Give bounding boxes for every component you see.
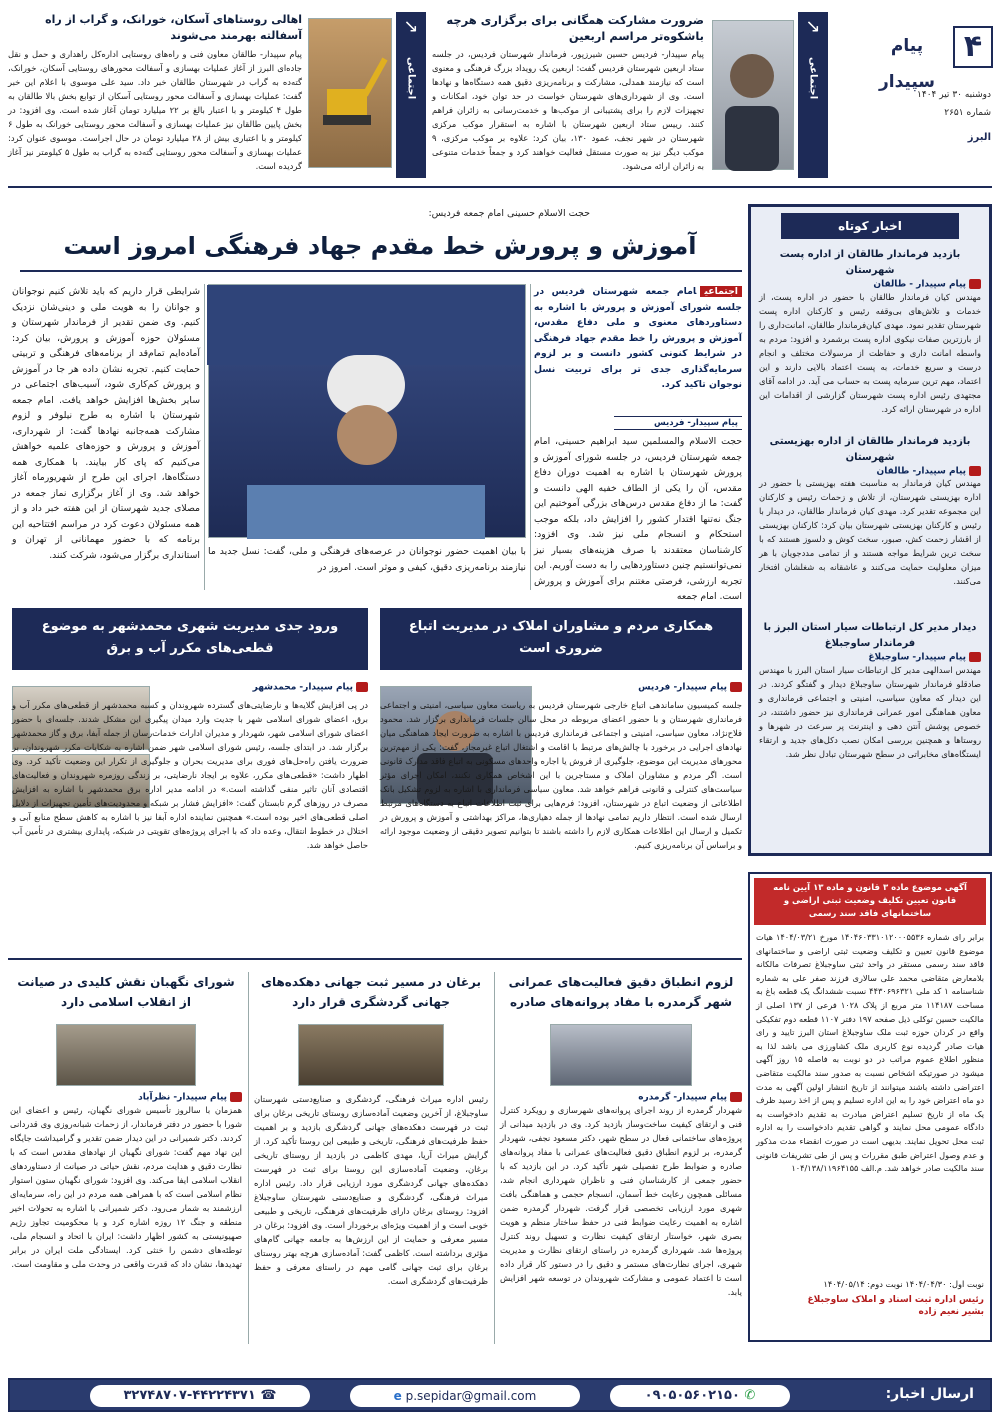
mid-left-title-box — [12, 608, 368, 670]
column-divider — [248, 972, 249, 1344]
article-photo — [550, 1024, 692, 1086]
short-news-item — [751, 245, 989, 432]
section-bar-middle — [396, 12, 426, 178]
lead-intro-body: امام جمعه شهرستان فردیس در جلسه شورای آموزش و پرورش با اشاره به دستاوردهای معنوی و ملی دفاع مقدس، آموزش و پرورش را خط مقدم جهاد فرهنگی در شرایط کنونی کشور دانست و بر لزوم سرمایه‌گذاری جدی تر برای تربیت نسل نوجوان تاکید کرد. — [534, 286, 742, 390]
article-body: شهردار گرمدره از روند اجرای پروانه‌های شهرسازی و رویکرد کنترل فنی و ارتقای کیفیت ساخت‌وساز بازدید کرد. وی در بازدید میدانی از پروژه‌های ساختمانی فعال در سطح شهر، دکتر مسعود نجفی، شهردار گرمدره، بر لزوم انطباق دقیق فعالیت‌های عمرانی با مفاد پروانه‌های صادره و ضوابط طرح تفصیلی شهر تأکید کرد. در این بازدید که با حضور جمعی از کارشناسان فنی و ناظران شهرداری انجام شد، مسائلی همچون رعایت خط آسمان، انسجام حجمی و هماهنگی بافت شهری مورد ارزیابی تخصصی قرار گرفت. شهردار گرمدره ضمن اشاره به اهمیت رعایت ضوابط فنی در حفظ ساختار منظم و هویت بصری شهر، خواستار ارتقای کیفیت نظارت و تسهیل روند کنترل پروژه‌ها شد. شهرداری گرمدره در راستای ارتقای نظارت و مدیریت شهری، اجرای نظارت‌های مستمر و دقیق را در دستور کار قرار داده است تا اعتماد عمومی و مشارکت شهروندان در توسعه شهر افزایش یابد. — [500, 1104, 742, 1297]
email-text[interactable]: p.sepidar@gmail.com — [405, 1389, 537, 1403]
divider — [8, 186, 992, 188]
article-photo — [298, 1024, 444, 1086]
ad-dates: نوبت اول: ۱۴۰۴/۰۴/۳۰ نوبت دوم: ۱۴۰۴/۰۵/۱۴ — [823, 1279, 984, 1289]
short-news-headline: بازدید فرماندار طالقان از اداره بهزیستی شهرستان — [769, 435, 971, 463]
footer-tel — [90, 1385, 310, 1407]
short-news-item — [751, 432, 989, 619]
short-news-headline: دیدار مدیر کل ارتباطات سیار استان البرز با فرماندار ساوجبلاغ — [763, 622, 977, 649]
logo-icon — [356, 682, 368, 692]
page-number: ۴ — [953, 26, 993, 68]
short-news-headline: بازدید فرماندار طالقان از اداره پست شهرستان — [779, 249, 961, 276]
lead-tag: اجتماعی — [700, 286, 742, 297]
column-divider — [494, 972, 495, 1344]
logo-icon — [730, 682, 742, 692]
byline-text: پیام سپیدار- فردیس — [638, 682, 727, 693]
bottom-article-2 — [254, 972, 488, 1348]
road-construction-photo — [308, 18, 392, 168]
lead-title-underline — [20, 270, 742, 272]
footer-phone — [610, 1385, 790, 1407]
article-body: پیام سپیدار- فردیس حسین شیرزپور، فرماندار شهرستان فردیس، در جلسه ستاد اربعین شهرستان فردیس گفت: اربعین یک رویداد بزرگ فرهنگی و معنوی است که نیازمند همدلی، مشارکت و برنامه‌ریزی دقیق همه دستگاه‌ها و نهادها است. وی از شهرداری‌های شهرستان خواست در حد توان خود، امکانات و تجهیزات لازم را برای پشتیبانی از موکب‌ها و خدمت‌رسانی به زائران فراهم کنند. رییس ستاد اربعین شهرستان با اشاره به استقرار موکب مرکزی شهرستان در شهر نجف، عمود ۱۳۰، بیان کرد: علاوه بر موکب مرکزی، ۹ موکب دیگر نیز به صورت مستقل فعالیت خواهند کرد و جمعاً خدمات متنوعی به زائران ارائه می‌شود. — [432, 49, 704, 171]
lead-title: آموزش و پرورش خط مقدم جهاد فرهنگی امروز است — [63, 232, 697, 260]
ad-signature: رئیس اداره ثبت اسناد و املاک ساوجبلاغ — [807, 1295, 984, 1305]
bottom-article-3 — [10, 972, 242, 1348]
official-portrait-photo — [712, 20, 794, 170]
tel-text: ۳۲۷۴۸۷۰۷-۴۴۲۲۴۳۷۱ — [123, 1388, 256, 1403]
lead-kicker: حجت الاسلام حسینی امام جمعه فردیس: — [428, 208, 590, 219]
article-title: همکاری مردم و مشاوران املاک در مدیریت اتباع ضروری است — [408, 619, 714, 656]
mid-right-article — [380, 682, 742, 942]
ad-body: برابر رای شماره ۱۴۰۴۶۰۳۳۱۰۱۲۰۰۰۵۵۳۶ مورخ ۱۴۰۴/۰۳/۲۱ هیات موضوع قانون تعیین و تکلیف وضعیت ثبتی اراضی و ساختمانهای فاقد سند رسمی مستقر در واحد ثبتی ساوجبلاغ تصرفات مالکانه بلامعارض متقاضی محمد علی سالاری فرزند صفر علی به شماره شناسنامه ۱ کد ملی ۴۴۳۰۶۹۶۳۲۱ نسبت ششدانگ یک قطعه باغ به مساحت ۱۱۴۱۸۷ متر مربع از پلاک ۱۰۲۸ فرعی از ۱۳۷ اصلی از مالکیت حسین توکلی ذیل صفحه ۱۹۷ دفتر ۱۱۰۷ قطعه دوم تفکیکی واقع در کردان حوزه ثبت ملک ساوجبلاغ استان البرز تایید و رای هیات صادر گردیده نوع کاربری ملک کشاورزی می باشد لذا به منظور اطلاع عموم مراتب در دو نوبت به فاصله ۱۵ روز آگهی میشود در صورتیکه اشخاص نسبت به صدور سند مالکیت متقاضی اعتراضی داشته باشند میتوانند از تاریخ انتشار اولین آگهی به مدت دو ماه اعتراض خود را به این اداره تسلیم و پس از اخذ رسید ظرف یک ماه از تاریخ تسلیم اعتراض مبادرت به تقدیم دادخواست به دادگاه عمومی محل نمایند و گواهی تقدیم دادخواست را به اداره ثبت محل تحویل نمایند. بدیهی است در صورت انقضاء مدت مذکور و عدم وصول اعتراض طبق مقررات و پس از طی تشریفات قانونی سند مالکیت صادر خواهد شد. م.الف ۱۰۴/۱۳۸/۱۱۹۶۴۱۵۵ — [756, 932, 985, 1174]
byline-text: پیام سپیدار- گرمدره — [638, 1092, 727, 1103]
short-news-body: مهندس اسدالهی مدیر کل ارتباطات سیار استان البرز با مهندس صادقلو فرماندار شهرستان ساوجبلاغ دیدار و گفتگو کردند. در این دیدار که معاون سیاسی، امنیتی و اجتماعی فرمانداری و معاون هماهنگی امور عمرانی فرمانداری نیز حضور داشتند، در خصوص پوشش آنتن دهی و اینترنت پر سرعت در شهرها و روستاها و همچنین بررسی امکان نصب دکل‌های جدید و ارتقاء ایستگاه‌های مخابراتی در سطح شهرستان تبادل نظر شد. — [759, 664, 981, 759]
article-body: همزمان با سالروز تأسیس شورای نگهبان، رئیس و اعضای این شورا با حضور در دفتر فرماندار، از زحمات شبانه‌روزی وی قدردانی کردند. دکتر شمیرانی در این دیدار ضمن تقدیر و گرامیداشت جایگاه این نهاد مهم گفت: شورای نگهبان از نهادهای مقدس است که با نظارت دقیق و هدایت مردم، نقش حیاتی در صیانت از دستاوردهای انقلاب اسلامی ایفا می‌کند. وی افزود: شورای نگهبان ستون استوار نظام اسلامی است که با همراهی همه مردم در این راه، سرمایه‌ای ارزشمند به شمار می‌رود. دکتر شمیرانی با اشاره به تحولات اخیر منطقه و جنگ ۱۲ روزه اشاره کرد و با محکومیت تجاوز رژیم صهیونیستی به کشور اظهار داشت: ایران با اتحاد و انسجام ملی، توطئه‌های دشمن را خنثی کرد. ایستادگی ملت ایران در برابر تهدیدها، نشان داد که قدرت واقعی در وحدت ملی و مقاومت است. — [10, 1104, 242, 1269]
short-news-box — [748, 204, 992, 856]
short-news-body: مهندس کیان فرماندار طالقان با حضور در اداره پست، از خدمات و تلاش‌های بی‌وقفه رئیس و کارکنان اداره پست شهرستان تقدیر نمود. مهدی کیان‌فرماندار طالقان، امانت‌داری را از بارزترین صفات نیکوی اداره پست برشمرد و افزود: مردم به واسطه امانت داری و حفاظت از مرسولات مختلف و انجام درست و سریع خدمات، به پست اعتماد بالایی دارند و این اعتماد، مهم ترین سرمایه پست به حساب می آید. در ادامه آقای مجتهدی رئیس اداره پست شهرستان گزارشی از اقدامات این اداره در شهرستان ارائه کرد. — [759, 291, 981, 414]
legal-ad-box — [748, 872, 992, 1342]
article-body: جلسه کمیسیون ساماندهی اتباع خارجی شهرستان فردیس به ریاست معاون سیاسی، امنیتی و اجتماعی فرمانداری شهرستان و با حضور اعضای مربوطه در محل سالن جلسات فرمانداری برگزار شد. محمود فلاح‌نژاد، معاون سیاسی، امنیتی و اجتماعی فرمانداری فردیس با اشاره به ضرورت ایجاد هماهنگی میان نهادهای اجرایی در برخورد با چالش‌های مرتبط با اقامت و اشتغال اتباع غیرمجاز، گفت: یکی از مهم‌ترین محورهای مدیریت این موضوع، جلوگیری از فروش یا اجاره واحدهای مسکونی به اتباع فاقد مدارک قانونی است. اگر مردم و مشاوران املاک و مستاجرین با این اشخاص همکاری نکنند، امکان اجرای مؤثر سیاست‌های کنترلی و قانونی فراهم خواهد شد. معاون سیاسی فرمانداری با اشاره به لزوم تشکیل بانک اطلاعاتی از وضعیت اتباع در شهرستان، افزود: فرم‌هایی برای ثبت اطلاعات اتباع به دستگاه‌های مرتبط ارسال شده است. انتظار داریم تمامی نهادها از جمله دهیاری‌ها، مراکز بهداشتی و آموزش و پرورش در تکمیل و ارسال این اطلاعات همکاری لازم را داشته باشند تا بتوانیم تصویر دقیقی از وضعیت موجود ارائه و براساس آن برنامه‌ریزی کنیم. — [380, 700, 742, 850]
lead-col-left: شرایطی قرار داریم که باید تلاش کنیم نوجوانان و جوانان را به هویت ملی و دینی‌شان نزدیک کنیم. وی ضمن تقدیر از فرماندار شهرستان و مسئولان حوزه آموزش و پرورش، بیان کرد: آماده‌ایم تمام‌قد از برنامه‌های فرهنگی و تربیتی حمایت کنیم. تجربه نشان داده هر جا در آموزش و پرورش کم‌کاری شود، آسیب‌های اجتماعی در سایر بخش‌ها افزایش خواهد یافت. امام جمعه شهرستان با اشاره به طرح نیلوفر و لزوم مشارکت همه‌جانبه نهادها گفت: از شهرداری، آموزش و پرورش و حوزه‌های علمیه خواهش می‌کنیم که پای کار بیایند. با همکاری همه دستگاه‌ها، اجرای این طرح از شهریورماه آغاز خواهد شد. وی از آغاز برگزاری نماز جمعه در مصلای جدید شهرستان از این هفته خبر داد و از همه مسئولان دعوت کرد در مراسم افتتاحیه این برنامه که با حضور مهمانانی از تهران و استانداری برگزار می‌شود، شرکت کنند. — [12, 286, 200, 561]
bottom-article-1 — [500, 972, 742, 1348]
byline-text: پیام سپیدار- محمدشهر — [252, 682, 353, 693]
lead-byline: پیام سپیدار- فردیس — [614, 416, 742, 430]
short-news-byline — [759, 466, 981, 477]
article-title: شورای نگهبان نقش کلیدی در صیانت از انقلاب اسلامی دارد — [17, 975, 235, 1009]
logo-icon — [969, 466, 981, 476]
article-body: در پی افزایش گلایه‌ها و نارضایتی‌های گسترده شهروندان و کسبه محمدشهر از قطعی‌های مکرر آب و برق، اعضای شورای اسلامی شهر با جدیت وارد میدان پیگیری این مشکل شدند. جلسه‌ای با حضور اعضای شورای اسلامی شهر، شهردار و مدیران ادارات خدمات‌رسان از جمله آبفا، برق و گاز محمدشهر برگزار شد. در ابتدای جلسه، رئیس شورای اسلامی شهر ضمن اشاره به شکایات مکرر شهروندان، بر ضرورت یافتن راه‌حل‌های فوری برای مدیریت بحران و جلوگیری از تکرار این وضعیت تأکید کرد. وی اظهار داشت: «قطعی‌های مکرر، علاوه بر ایجاد نارضایتی، بر زندگی روزمره شهروندان و فعالیت‌های اقتصادی آنان تاثیر منفی گذاشته است.» در ادامه مدیر اداره برق محمدشهر با اشاره به افزایش مصرف در روزهای گرم تابستان گفت: «افزایش فشار بر شبکه و محدودیت‌های تأمین تجهیزات از دلایل اصلی قطعی‌های اخیر بوده است.» همچنین نماینده اداره آبفا نیز با اشاره به کاهش سطح منابع آبی و اختلال در خطوط انتقال، وعده داد که با اجرای پروژه‌های تقویتی در شبکه، پایداری بیشتری در تأمین آب حاصل خواهد شد. — [12, 700, 368, 850]
masthead — [865, 8, 993, 178]
article-byline — [10, 1092, 242, 1103]
byline-text: پیام سپیدار- ساوجبلاغ — [868, 652, 966, 663]
article-title: اهالی روستاهای آسکان، خورانک، و گراب از راه آسفالته بهرمند می‌شوند — [45, 13, 302, 42]
ad-header: آگهی موضوع ماده ۳ قانون و ماده ۱۳ آیین نامه قانون تعیین تکلیف وضعیت ثبتی اراضی و ساختمانهای فاقد سند رسمی — [754, 878, 986, 925]
column-divider — [530, 284, 531, 590]
portrait-illustration — [711, 21, 793, 171]
lead-intro — [534, 284, 742, 602]
excavator-illustration — [307, 19, 391, 169]
arrow-icon: ↘ — [805, 16, 821, 37]
article-title: ضرورت مشارکت همگانی برای برگزاری هرچه باشکوه‌تر مراسم اربعین — [446, 13, 704, 43]
short-news-byline — [759, 652, 981, 663]
issue-number: شماره ۲۶۵۱ — [944, 108, 991, 118]
ad-signer: بشیر نعیم زاده — [918, 1307, 984, 1317]
article-body: پیام سپیدار- طالقان معاون فنی و راه‌های روستایی اداره‌کل راهداری و حمل و نقل جاده‌ای البرز از آغاز عملیات بهسازی و آسفالت محورهای روستایی آسکان، خورانک، گته‌ده به گراب در شهرستان طالقان خبر داد. سید علی موسوی با اعلام این خبر گفت: عملیات بهسازی و آسفالت محور روستایی آسکان از توابع بخش بالا طالقان به طول ۴ کیلومتر و با اعتبار بالغ بر ۲۲ میلیارد تومان آغاز شده است. وی افزود: در بخش پایین طالقان نیز عملیات بهسازی و آسفالت محور روستایی خورانک به طول ۶ کیلومتر و با اعتباری بیش از ۲۸ میلیارد تومان در حال اجراست. موسوی عنوان کرد: عملیات بهسازی و آسفالت محور روستایی گته‌ده به گراب به طول ۵ کیلومتر نیز آغاز گردیده است. — [8, 49, 302, 171]
divider — [8, 958, 742, 960]
logo-icon — [730, 1092, 742, 1102]
section-bar-right — [798, 12, 828, 178]
top-left-article — [8, 12, 302, 178]
article-photo — [56, 1024, 196, 1086]
short-news-item — [751, 618, 989, 803]
section-label: اجتماعی — [405, 57, 417, 100]
article-byline — [500, 1092, 742, 1103]
short-news-title: اخبار کوتاه — [781, 213, 959, 239]
imam-photo — [208, 284, 526, 538]
byline-text: پیام سپیدار- نظرآباد — [138, 1092, 227, 1103]
footer-bar — [8, 1378, 992, 1412]
lead-col-middle: با بیان اهمیت حضور نوجوانان در عرصه‌های فرهنگی و ملی، گفت: نسل جدید ما نیازمند برنامه‌ریزی دقیق، کیفی و موثر است. امروز در — [208, 546, 526, 573]
region-label: البرز — [967, 132, 991, 143]
imam-illustration — [207, 285, 525, 539]
article-title: لزوم انطباق دقیق فعالیت‌های عمرانی شهر گرمدره با مفاد پروانه‌های صادره — [508, 975, 734, 1009]
article-body: رئیس اداره میراث فرهنگی، گردشگری و صنایع‌دستی شهرستان ساوجبلاغ، از آخرین وضعیت آماده‌سازی روستای تاریخی برغان برای ثبت در فهرست دهکده‌های جهانی گردشگری بازدید و بر اهمیت حفظ ظرفیت‌های فرهنگی، تاریخی و طبیعی این روستا تأکید کرد. از گرایش میراث آریا، مهدی کاظمی در بازدید از روستای تاریخی برغان، وضعیت آماده‌سازی این روستا برای ثبت در فهرست دهکده‌های جهانی گردشگری مورد ارزیابی قرار داد. رئیس اداره میراث فرهنگی، گردشگری و صنایع‌دستی شهرستان ساوجبلاغ افزود: روستای برغان دارای ظرفیت‌های فرهنگی، تاریخی و طبیعی خوبی است و از اهمیت ویژه‌ای برخوردار است. وی افزود: برغان در مسیر معرفی و حمایت از این ارزش‌ها به جامعه جهانی گام‌های مؤثری برداشته است. کاظمی گفت: آماده‌سازی هرچه بهتر روستای برغان برای ثبت جهانی گامی مهم در راستای معرفی و حفظ ظرفیت‌های گردشگری است. — [254, 1094, 488, 1286]
lead-col-right: حجت الاسلام والمسلمین سید ابراهیم حسینی، امام جمعه شهرستان فردیس، در جلسه شورای آموزش و پرورش شهرستان با اشاره به اهمیت دوران دفاع مقدس، آن را یکی از الطاف خفیه الهی دانست و گفت: ما از دفاع مقدس درس‌های بزرگی آموختیم این جنگ نه‌تنها اقتدار کشور را افزایش داد، بلکه موجب استحکام و انسجام ملی نیز شد. وی افزود: کارشناسان معتقدند با صرف هزینه‌های بسیار نیز نمی‌توانستیم چنین دستاوردهایی را به دست آوریم. این تجربه ارزشی، فرصتی مغتنم برای آموزش و پرورش است. امام جمعه — [534, 436, 742, 602]
whatsapp-icon: ✆ — [744, 1388, 756, 1403]
column-divider — [204, 284, 205, 590]
top-right-article — [432, 12, 704, 178]
paper-name: پیام سپیدار — [878, 36, 936, 92]
article-byline — [536, 682, 742, 693]
article-byline — [158, 682, 368, 693]
short-news-body: مهندس کیان فرماندار به مناسبت هفته بهزیستی با حضور در اداره بهزیستی شهرستان، از تلاش و زحمات رئیس و کارکنان این مجموعه تقدیر کرد. مهدی کیان فرماندار طالقان، در دیدار با رئیس و کارکنان بهزیستی شهرستان بیان کرد: کارکنان بهزیستی از اقشار زحمت کش، صبور، سخت کوش و دلسوز هستند که با سخت ترین شرایط مواجه هستند و از تمامی مددجویان با هر میزان معلولیت حمایت می‌کنند و عاشقانه به شغلشان افتخار می‌کنند. — [759, 478, 981, 586]
logo-icon — [969, 279, 981, 289]
issue-date: دوشنبه ۳۰ تیر ۱۴۰۴ — [917, 90, 991, 100]
footer-label: ارسال اخبار: — [885, 1386, 974, 1402]
arrow-icon: ↘ — [403, 16, 419, 37]
article-title: ورود جدی مدیریت شهری محمدشهر به موضوع قطعی‌های مکرر آب و برق — [41, 619, 339, 656]
logo-icon — [230, 1092, 242, 1102]
phone-icon: ☎ — [260, 1388, 277, 1403]
lead-intro-text — [534, 284, 742, 412]
section-label: اجتماعی — [807, 57, 819, 100]
footer-email — [350, 1385, 580, 1407]
logo-icon — [969, 652, 981, 662]
article-title: برغان در مسیر ثبت جهانی دهکده‌های جهانی گردشگری قرار دارد — [260, 975, 481, 1009]
byline-text: پیام سپیدار - طالقان — [873, 279, 966, 290]
byline-text: پیام سپیدار- طالقان — [876, 466, 966, 476]
email-icon: e — [393, 1389, 402, 1403]
mid-right-title-box — [380, 608, 742, 670]
mid-left-article — [12, 682, 368, 942]
phone-text: ۰۹۰۵۰۵۶۰۲۱۵۰ — [644, 1388, 740, 1403]
short-news-byline — [759, 279, 981, 290]
